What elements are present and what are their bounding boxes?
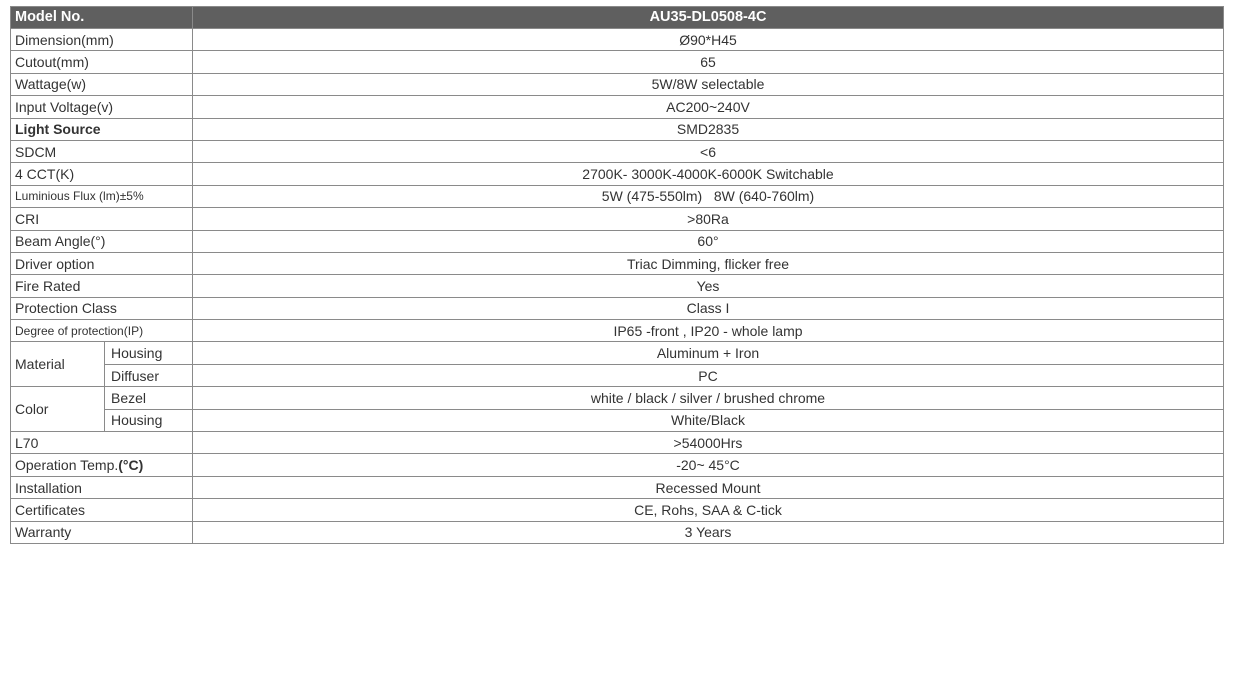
material-housing-value: Aluminum + Iron — [193, 342, 1224, 364]
operation-temp-unit: (°C) — [118, 457, 144, 474]
spec-value: 65 — [193, 51, 1224, 73]
spec-value: 60° — [193, 230, 1224, 252]
spec-value: AC200~240V — [193, 96, 1224, 118]
color-bezel-value: white / black / silver / brushed chrome — [193, 387, 1224, 409]
spec-value: -20~ 45°C — [193, 454, 1224, 476]
spec-value: >80Ra — [193, 208, 1224, 230]
spec-label — [11, 454, 193, 476]
spec-value: Class I — [193, 297, 1224, 319]
color-bezel-label: Bezel — [105, 387, 193, 409]
spec-row-driver-option — [11, 252, 1224, 274]
spec-label: Protection Class — [11, 297, 193, 319]
spec-label: 4 CCT(K) — [11, 163, 193, 185]
spec-label: Beam Angle(°) — [11, 230, 193, 252]
spec-row-operation-temp — [11, 454, 1224, 476]
spec-row-l70 — [11, 432, 1224, 454]
spec-row-color-housing — [11, 409, 1224, 431]
material-housing-label: Housing — [105, 342, 193, 364]
spec-value: Ø90*H45 — [193, 29, 1224, 51]
color-group-label: Color — [11, 387, 105, 432]
spec-row-cri — [11, 208, 1224, 230]
spec-value: 2700K- 3000K-4000K-6000K Switchable — [193, 163, 1224, 185]
spec-label: Cutout(mm) — [11, 51, 193, 73]
color-housing-value: White/Black — [193, 409, 1224, 431]
spec-label: Driver option — [11, 252, 193, 274]
spec-value: 5W/8W selectable — [193, 73, 1224, 95]
spec-label: Installation — [11, 476, 193, 498]
spec-row-luminous-flux — [11, 185, 1224, 207]
spec-label: CRI — [11, 208, 193, 230]
material-group-label: Material — [11, 342, 105, 387]
spec-row-warranty — [11, 521, 1224, 543]
spec-row-dimension — [11, 29, 1224, 51]
spec-value: 3 Years — [193, 521, 1224, 543]
spec-value: Triac Dimming, flicker free — [193, 252, 1224, 274]
model-no-label: Model No. — [11, 7, 193, 29]
spec-row-certificates — [11, 499, 1224, 521]
spec-row-light-source — [11, 118, 1224, 140]
spec-row-input-voltage — [11, 96, 1224, 118]
spec-label: L70 — [11, 432, 193, 454]
spec-label: Wattage(w) — [11, 73, 193, 95]
spec-value: <6 — [193, 140, 1224, 162]
spec-label: Certificates — [11, 499, 193, 521]
spec-row-protection-class — [11, 297, 1224, 319]
spec-row-cutout — [11, 51, 1224, 73]
spec-row-color-bezel — [11, 387, 1224, 409]
spec-row-wattage — [11, 73, 1224, 95]
spec-label: Dimension(mm) — [11, 29, 193, 51]
material-diffuser-value: PC — [193, 364, 1224, 386]
spec-label: Input Voltage(v) — [11, 96, 193, 118]
color-housing-label: Housing — [105, 409, 193, 431]
spec-value: Recessed Mount — [193, 476, 1224, 498]
material-diffuser-label: Diffuser — [105, 364, 193, 386]
header-row — [11, 7, 1224, 29]
spec-row-ip-rating — [11, 320, 1224, 342]
spec-value: 5W (475-550lm) 8W (640-760lm) — [193, 185, 1224, 207]
spec-label: Fire Rated — [11, 275, 193, 297]
spec-row-installation — [11, 476, 1224, 498]
spec-value: SMD2835 — [193, 118, 1224, 140]
spec-row-beam-angle — [11, 230, 1224, 252]
model-no-value: AU35-DL0508-4C — [193, 7, 1224, 29]
spec-row-cct — [11, 163, 1224, 185]
spec-table — [10, 6, 1224, 544]
spec-value: CE, Rohs, SAA & C-tick — [193, 499, 1224, 521]
spec-label: SDCM — [11, 140, 193, 162]
spec-label: Light Source — [11, 118, 193, 140]
operation-temp-label-text: Operation Temp. — [15, 457, 119, 474]
spec-value: Yes — [193, 275, 1224, 297]
spec-value: >54000Hrs — [193, 432, 1224, 454]
spec-row-sdcm — [11, 140, 1224, 162]
spec-label: Warranty — [11, 521, 193, 543]
spec-row-fire-rated — [11, 275, 1224, 297]
spec-label: Degree of protection(IP) — [11, 320, 193, 342]
spec-label: Luminious Flux (lm)±5% — [11, 185, 193, 207]
spec-row-material-diffuser — [11, 364, 1224, 386]
spec-row-material-housing — [11, 342, 1224, 364]
spec-value: IP65 -front , IP20 - whole lamp — [193, 320, 1224, 342]
